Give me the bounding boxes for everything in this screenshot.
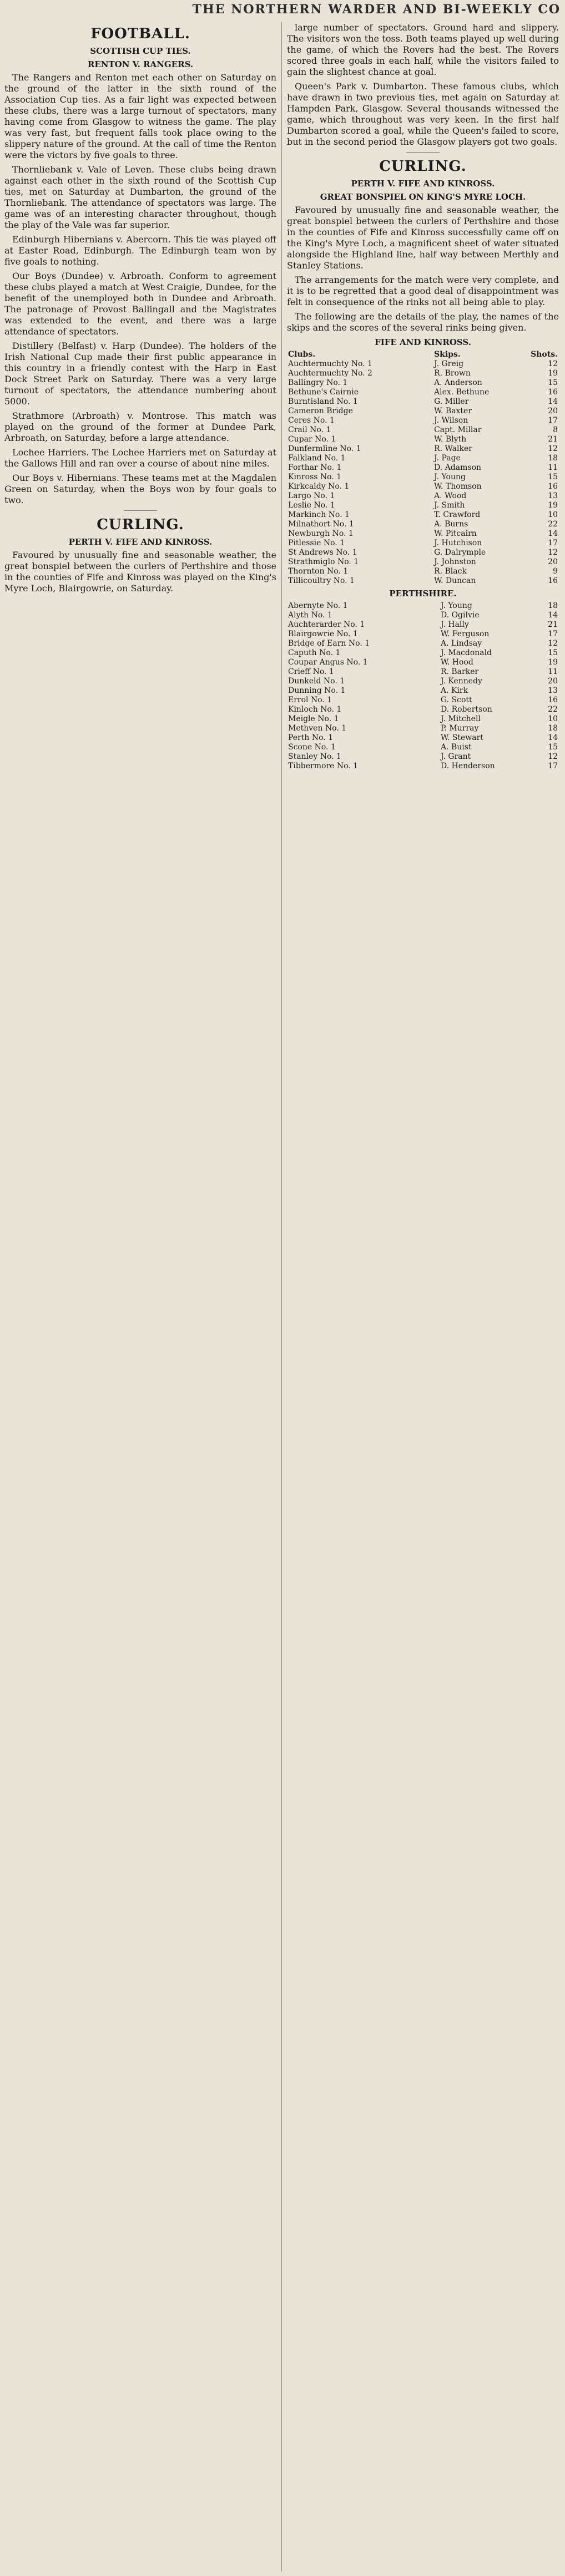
club-cell: Abernyte No. 1 (288, 601, 348, 610)
table-row (287, 444, 559, 454)
shots-cell: 22 (548, 520, 558, 529)
skip-cell: D. Ogilvie (440, 611, 480, 620)
table-row (287, 696, 559, 705)
shots-cell: 17 (548, 416, 558, 425)
table-row (287, 548, 559, 557)
sub-title-scottish-cup: SCOTTISH CUP TIES. (90, 46, 191, 56)
skip-cell: G. Miller (434, 397, 469, 406)
article-paragraph: Thornliebank v. Vale of Leven. These clubs being drawn against each other in the sixth round of the Scottish Cup ties, met on Saturday at Dumbarton, the ground of the Thornliebank. The attendance of spectators was large. The game was of an interesting character throughout, though the play of the Vale was far superior. (4, 164, 276, 230)
skip-cell: A. Buist (440, 743, 472, 752)
club-cell: Burntisland No. 1 (288, 397, 358, 406)
table-row (287, 714, 559, 724)
club-cell: Coupar Angus No. 1 (288, 658, 368, 667)
section-title-curling: CURLING. (379, 158, 467, 175)
club-cell: Kinross No. 1 (288, 473, 342, 481)
shots-cell: 20 (548, 677, 558, 686)
table-row (287, 407, 559, 416)
club-cell: Blairgowrie No. 1 (288, 630, 358, 638)
table-row (287, 762, 559, 771)
skip-cell: J. Page (434, 454, 461, 463)
table-row (287, 620, 559, 630)
shots-cell: 14 (548, 611, 558, 620)
divider (124, 510, 157, 511)
table-row (287, 491, 559, 501)
shots-cell: 16 (548, 388, 558, 397)
table-row (287, 529, 559, 539)
article-paragraph: Favoured by unusually fine and seasonable weather, the great bonspiel between the curlers of Perthshire and those in the counties of Fife and Kinross successfully came off on the King's Myre Loch, a magnificent sheet of water situated alongside the Highland line, half way between Merthly and Stanley Stations. (287, 205, 559, 271)
club-cell: Auchtermuchty No. 1 (288, 359, 372, 368)
club-cell: Markinch No. 1 (288, 510, 350, 519)
column-header: Skips. (434, 350, 461, 359)
shots-cell: 20 (548, 407, 558, 415)
article-paragraph: The Rangers and Renton met each other on Saturday on the ground of the latter in the sixth round of the Association Cup ties. As a fair light was expected between these clubs, there was a large turnout of spectators, many having come from Glasgow to witness the game. The play was very fast, but frequent falls took place owing to the slippery nature of the ground. At the call of time the Renton were the victors by five goals to three. (4, 72, 276, 160)
shots-cell: 14 (548, 733, 558, 742)
table-header-row (287, 350, 559, 359)
skip-cell: P. Murray (440, 724, 479, 733)
club-cell: Milnathort No. 1 (288, 520, 354, 529)
table-body (287, 359, 559, 586)
skip-cell: R. Barker (440, 667, 479, 676)
club-cell: Cameron Bridge (288, 407, 353, 415)
article-paragraph: Favoured by unusually fine and seasonable weather, the great bonspiel between the curlers of Perthshire and those in the counties of Fife and Kinross was played on the King's Myre Loch, Blairgowrie, on Saturday. (4, 550, 276, 594)
skip-cell: W. Hood (440, 658, 473, 667)
article-paragraph: The arrangements for the match were very complete, and it is to be regretted that a good deal of disappointment was felt in consequence of the rinks not all being able to play. (287, 275, 559, 307)
table-row (287, 639, 559, 648)
shots-cell: 11 (548, 463, 558, 472)
shots-cell: 8 (553, 425, 558, 434)
table-row (287, 463, 559, 473)
right-column (287, 22, 559, 2572)
club-cell: Caputh No. 1 (288, 648, 341, 657)
table-row (287, 576, 559, 586)
table-row (287, 733, 559, 743)
skip-cell: G. Scott (440, 696, 472, 704)
shots-cell: 19 (548, 658, 558, 667)
shots-cell: 11 (548, 667, 558, 676)
table-row (287, 677, 559, 686)
curling-subtitle: PERTH V. FIFE AND KINROSS. (351, 179, 495, 189)
shots-cell: 17 (548, 539, 558, 547)
shots-cell: 15 (548, 473, 558, 481)
club-cell: Dunkeld No. 1 (288, 677, 345, 686)
shots-cell: 14 (548, 397, 558, 406)
skip-cell: W. Pitcairn (434, 529, 477, 538)
skip-cell: G. Dalrymple (434, 548, 486, 557)
masthead: THE NORTHERN WARDER AND BI-WEEKLY CO (192, 2, 561, 17)
club-cell: Stanley No. 1 (288, 752, 341, 761)
skip-cell: W. Blyth (434, 435, 467, 444)
article-paragraph: Distillery (Belfast) v. Harp (Dundee). The holders of the Irish National Cup made their first public appearance in this country in a friendly contest with the Harp in East Dock Street Park on Saturday. There was a very large turnout of spectators, the attendance numbering about 5000. (4, 341, 276, 407)
results-table-fife (287, 350, 559, 586)
shots-cell: 16 (548, 482, 558, 491)
shots-cell: 18 (548, 724, 558, 733)
skip-cell: J. Kennedy (440, 677, 482, 686)
skip-cell: Alex. Bethune (434, 388, 490, 397)
club-cell: Thornton No. 1 (288, 567, 349, 576)
table-row (287, 510, 559, 520)
shots-cell: 19 (548, 501, 558, 510)
shots-cell: 12 (548, 639, 558, 648)
shots-cell: 18 (548, 601, 558, 610)
club-cell: Dunfermline No. 1 (288, 444, 361, 453)
skip-cell: J. Johnston (434, 557, 476, 566)
shots-cell: 13 (548, 491, 558, 500)
shots-cell: 15 (548, 648, 558, 657)
club-cell: Bridge of Earn No. 1 (288, 639, 370, 648)
skip-cell: J. Greig (434, 359, 464, 368)
shots-cell: 21 (548, 620, 558, 629)
shots-cell: 12 (548, 548, 558, 557)
table-row (287, 705, 559, 714)
skip-cell: D. Henderson (440, 762, 495, 770)
skip-cell: R. Brown (434, 369, 471, 378)
club-cell: Tillicoultry No. 1 (288, 576, 355, 585)
club-cell: Bethune's Cairnie (288, 388, 359, 397)
skip-cell: T. Crawford (434, 510, 481, 519)
shots-cell: 21 (548, 435, 558, 444)
club-cell: Perth No. 1 (288, 733, 334, 742)
table-row (287, 686, 559, 696)
table-row (287, 482, 559, 491)
section-title-football: FOOTBALL. (90, 26, 190, 42)
table-row (287, 435, 559, 444)
column-header: Shots. (531, 350, 558, 359)
column-header: Clubs. (288, 350, 316, 359)
table-row (287, 539, 559, 548)
skip-cell: J. Smith (434, 501, 465, 510)
table-row (287, 752, 559, 762)
table-row (287, 416, 559, 425)
curling-subtitle: PERTH V. FIFE AND KINROSS. (68, 537, 213, 547)
table-row (287, 630, 559, 639)
table-title-fife: FIFE AND KINROSS. (375, 337, 471, 347)
skip-cell: J. Young (440, 601, 472, 610)
skip-cell: W. Duncan (434, 576, 476, 585)
skip-cell: J. Mitchell (440, 714, 481, 723)
skip-cell: J. Hutchison (434, 539, 482, 547)
shots-cell: 16 (548, 696, 558, 704)
club-cell: Falkland No. 1 (288, 454, 346, 463)
shots-cell: 12 (548, 752, 558, 761)
table-row (287, 724, 559, 733)
shots-cell: 18 (548, 454, 558, 463)
skip-cell: J. Hally (440, 620, 469, 629)
club-cell: Kinloch No. 1 (288, 705, 342, 714)
club-cell: St Andrews No. 1 (288, 548, 357, 557)
table-row (287, 648, 559, 658)
club-cell: Errol No. 1 (288, 696, 332, 704)
club-cell: Auchterarder No. 1 (288, 620, 365, 629)
skip-cell: A. Anderson (434, 378, 482, 387)
skip-cell: J. Wilson (434, 416, 468, 425)
shots-cell: 19 (548, 369, 558, 378)
shots-cell: 16 (548, 576, 558, 585)
skip-cell: J. Macdonald (440, 648, 492, 657)
table-row (287, 601, 559, 611)
table-row (287, 658, 559, 667)
club-cell: Cupar No. 1 (288, 435, 336, 444)
article-paragraph: Lochee Harriers. The Lochee Harriers met on Saturday at the Gallows Hill and ran over a course of about nine miles. (4, 447, 276, 469)
club-cell: Newburgh No. 1 (288, 529, 354, 538)
skip-cell: A. Burns (434, 520, 468, 529)
shots-cell: 12 (548, 359, 558, 368)
table-row (287, 557, 559, 567)
article-paragraph: Our Boys (Dundee) v. Arbroath. Conform to agreement these clubs played a match at West Craigie, Dundee, for the benefit of the unemployed both in Dundee and Arbroath. The patronage of Provost Ballingall and the Magistrates was extended to the event, and there was a large attendance of spectators. (4, 271, 276, 337)
divider (406, 152, 440, 153)
skip-cell: R. Black (434, 567, 467, 576)
table-row (287, 359, 559, 369)
skip-cell: D. Adamson (434, 463, 482, 472)
article-paragraph: Edinburgh Hibernians v. Abercorn. This tie was played off at Easter Road, Edinburgh. The Edinburgh team won by five goals to nothing. (4, 234, 276, 267)
table-body (287, 601, 559, 771)
skip-cell: A. Kirk (440, 686, 468, 695)
club-cell: Meigle No. 1 (288, 714, 339, 723)
skip-cell: A. Lindsay (440, 639, 482, 648)
table-row (287, 520, 559, 529)
table-row (287, 397, 559, 407)
club-cell: Auchtermuchty No. 2 (288, 369, 372, 378)
skip-cell: W. Ferguson (440, 630, 490, 638)
shots-cell: 20 (548, 557, 558, 566)
skip-cell: W. Thomson (434, 482, 482, 491)
article-paragraph: The following are the details of the play, the names of the skips and the scores of the several rinks being given. (287, 311, 559, 333)
club-cell: Alyth No. 1 (288, 611, 332, 620)
shots-cell: 17 (548, 762, 558, 770)
results-table-perth (287, 601, 559, 771)
skip-cell: D. Robertson (440, 705, 492, 714)
skip-cell: J. Young (434, 473, 466, 481)
club-cell: Ballingry No. 1 (288, 378, 348, 387)
article-paragraph: Queen's Park v. Dumbarton. These famous clubs, which have drawn in two previous ties, met again on Saturday at Hampden Park, Glasgow. Several thousands witnessed the game, which throughout was very keen. In the first half Dumbarton scored a goal, while the Queen's failed to score, but in the second period the Glasgow players got two goals. (287, 81, 559, 147)
club-cell: Tibbermore No. 1 (288, 762, 359, 770)
skip-cell: W. Baxter (434, 407, 472, 415)
skip-cell: A. Wood (434, 491, 467, 500)
shots-cell: 15 (548, 378, 558, 387)
shots-cell: 13 (548, 686, 558, 695)
curling-subtitle-2: GREAT BONSPIEL ON KING'S MYRE LOCH. (320, 192, 526, 202)
club-cell: Methven No. 1 (288, 724, 347, 733)
club-cell: Largo No. 1 (288, 491, 335, 500)
shots-cell: 10 (548, 510, 558, 519)
club-cell: Leslie No. 1 (288, 501, 335, 510)
club-cell: Pitlessie No. 1 (288, 539, 345, 547)
club-cell: Dunning No. 1 (288, 686, 346, 695)
club-cell: Crail No. 1 (288, 425, 331, 434)
column-rule (281, 22, 282, 2572)
club-cell: Ceres No. 1 (288, 416, 335, 425)
club-cell: Scone No. 1 (288, 743, 336, 752)
shots-cell: 10 (548, 714, 558, 723)
club-cell: Kirkcaldy No. 1 (288, 482, 350, 491)
club-cell: Strathmiglo No. 1 (288, 557, 359, 566)
table-row (287, 369, 559, 378)
skip-cell: W. Stewart (440, 733, 483, 742)
shots-cell: 17 (548, 630, 558, 638)
table-row (287, 454, 559, 463)
section-title-curling: CURLING. (97, 516, 184, 533)
article-paragraph: Strathmore (Arbroath) v. Montrose. This match was played on the ground of the former at Dundee Park, Arbroath, on Saturday, before a large attendance. (4, 410, 276, 443)
article-paragraph: Our Boys v. Hibernians. These teams met at the Magdalen Green on Saturday, when the Boys won by four goals to two. (4, 473, 276, 505)
skip-cell: Capt. Millar (434, 425, 482, 434)
table-row (287, 611, 559, 620)
shots-cell: 14 (548, 529, 558, 538)
shots-cell: 12 (548, 444, 558, 453)
table-row (287, 378, 559, 388)
sub-title-renton: RENTON V. RANGERS. (87, 59, 194, 69)
table-row (287, 567, 559, 576)
shots-cell: 9 (553, 567, 558, 576)
table-row (287, 425, 559, 435)
table-row (287, 667, 559, 677)
skip-cell: J. Grant (440, 752, 471, 761)
table-title-perth: PERTHSHIRE. (389, 589, 457, 599)
table-row (287, 388, 559, 397)
club-cell: Forthar No. 1 (288, 463, 342, 472)
table-row (287, 473, 559, 482)
skip-cell: R. Walker (434, 444, 472, 453)
shots-cell: 15 (548, 743, 558, 752)
left-column (4, 22, 276, 2572)
shots-cell: 22 (548, 705, 558, 714)
table-row (287, 743, 559, 752)
club-cell: Crieff No. 1 (288, 667, 334, 676)
table-row (287, 501, 559, 510)
article-paragraph: large number of spectators. Ground hard and slippery. The visitors won the toss. Both teams played up well during the game, of which the Rovers had the best. The Rovers scored three goals in each half, while the visitors failed to gain the slightest chance at goal. (287, 22, 559, 77)
